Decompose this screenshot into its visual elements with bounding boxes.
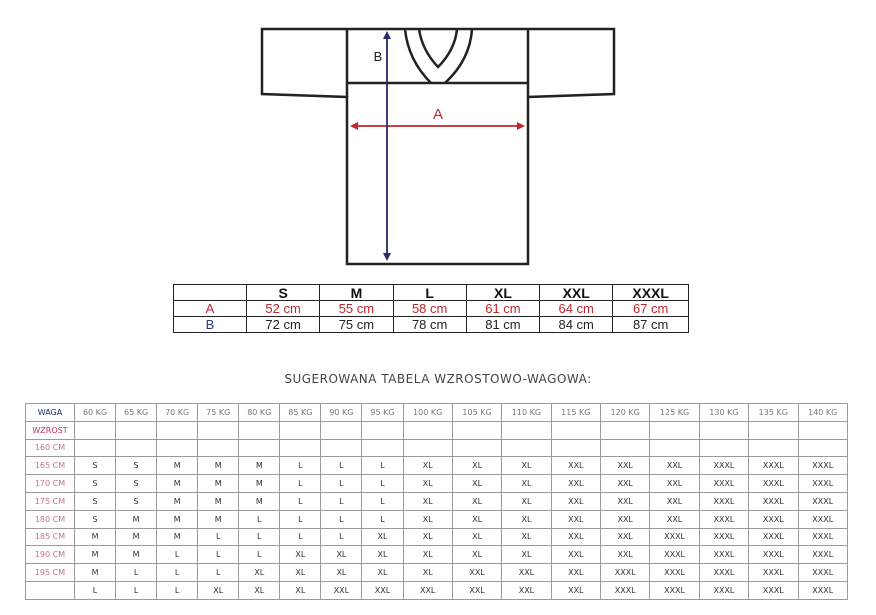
size-cell: XXXL — [650, 528, 699, 546]
size-cell: XL — [452, 492, 501, 510]
size-cell: S — [116, 475, 157, 493]
size-cell: XXL — [551, 492, 600, 510]
weight-header-cell: 130 KG — [699, 404, 748, 422]
weight-header-row — [26, 404, 848, 422]
measure-a — [350, 106, 525, 130]
size-cell: XXXL — [798, 457, 848, 475]
empty-cell — [699, 421, 748, 439]
size-cell: L — [198, 546, 239, 564]
size-cell: XXXL — [749, 546, 798, 564]
size-cell: XXXL — [699, 475, 748, 493]
size-cell: XXL — [551, 581, 600, 599]
weight-header-cell: 60 KG — [75, 404, 116, 422]
size-cell: XXXL — [798, 475, 848, 493]
size-cell: M — [239, 475, 280, 493]
empty-cell — [116, 421, 157, 439]
size-cell: XL — [321, 546, 362, 564]
dims-header-cell: S — [247, 285, 320, 301]
empty-cell — [650, 421, 699, 439]
weight-header-cell: 80 KG — [239, 404, 280, 422]
size-cell: XL — [502, 475, 551, 493]
size-row — [26, 581, 848, 599]
size-cell: XXXL — [601, 581, 650, 599]
empty-cell — [75, 421, 116, 439]
size-cell: XXXL — [798, 528, 848, 546]
size-cell: XXXL — [749, 492, 798, 510]
size-cell: XXL — [601, 510, 650, 528]
size-cell: M — [157, 510, 198, 528]
dims-header-cell: XXXL — [613, 285, 689, 301]
size-cell: XL — [362, 564, 403, 582]
size-cell: XL — [502, 492, 551, 510]
size-cell — [198, 439, 239, 457]
size-cell: L — [321, 492, 362, 510]
dims-header-cell: XL — [466, 285, 539, 301]
size-cell: XXXL — [749, 510, 798, 528]
size-cell: XXXL — [798, 546, 848, 564]
dims-cell: 72 cm — [247, 317, 320, 333]
empty-cell — [551, 421, 600, 439]
corner-label: WAGA — [26, 404, 75, 422]
size-cell: M — [116, 546, 157, 564]
size-cell — [798, 439, 848, 457]
size-chart-table — [25, 403, 848, 600]
size-cell: L — [362, 492, 403, 510]
dims-cell: 87 cm — [613, 317, 689, 333]
height-label: 175 CM — [26, 492, 75, 510]
dims-row-b — [174, 317, 689, 333]
size-cell: S — [75, 492, 116, 510]
size-cell — [403, 439, 452, 457]
size-cell: XXXL — [699, 492, 748, 510]
size-cell: XL — [239, 581, 280, 599]
size-cell: L — [75, 581, 116, 599]
empty-cell — [321, 421, 362, 439]
shirt-diagram — [0, 0, 876, 280]
empty-cell — [798, 421, 848, 439]
size-cell: L — [116, 581, 157, 599]
size-cell: L — [362, 510, 403, 528]
weight-header-cell: 115 KG — [551, 404, 600, 422]
size-cell: XXL — [551, 510, 600, 528]
size-cell: XL — [403, 457, 452, 475]
size-cell: L — [198, 528, 239, 546]
row-label: B — [174, 317, 247, 333]
size-cell: XXXL — [749, 475, 798, 493]
weight-header-cell: 105 KG — [452, 404, 501, 422]
size-cell: L — [239, 528, 280, 546]
weight-header-cell: 135 KG — [749, 404, 798, 422]
size-row — [26, 564, 848, 582]
dims-cell: 67 cm — [613, 301, 689, 317]
size-cell — [75, 439, 116, 457]
size-cell: XL — [452, 475, 501, 493]
size-cell: XL — [502, 510, 551, 528]
size-cell: XL — [280, 581, 321, 599]
size-cell: XL — [452, 510, 501, 528]
size-cell — [551, 439, 600, 457]
size-cell: XXL — [403, 581, 452, 599]
size-cell: XL — [452, 528, 501, 546]
size-cell: XXXL — [699, 510, 748, 528]
dims-header-cell — [174, 285, 247, 301]
size-cell: XL — [198, 581, 239, 599]
size-cell: S — [75, 457, 116, 475]
size-cell: M — [157, 492, 198, 510]
size-cell: XXL — [452, 564, 501, 582]
size-cell — [601, 439, 650, 457]
size-cell: XL — [239, 564, 280, 582]
size-cell: XXXL — [749, 528, 798, 546]
size-cell: XXXL — [699, 581, 748, 599]
dims-header-cell: L — [393, 285, 466, 301]
size-cell: L — [157, 581, 198, 599]
size-cell: M — [157, 475, 198, 493]
dims-row-a — [174, 301, 689, 317]
size-row — [26, 457, 848, 475]
size-cell: XL — [280, 546, 321, 564]
size-cell: XXL — [650, 510, 699, 528]
size-cell: M — [198, 510, 239, 528]
size-cell: M — [116, 528, 157, 546]
size-cell — [452, 439, 501, 457]
size-cell: XL — [321, 564, 362, 582]
size-cell — [321, 439, 362, 457]
dims-cell: 64 cm — [540, 301, 613, 317]
size-cell: L — [116, 564, 157, 582]
size-chart-title: SUGEROWANA TABELA WZROSTOWO-WAGOWA: — [284, 372, 592, 386]
size-cell: S — [75, 510, 116, 528]
size-cell: XXXL — [650, 564, 699, 582]
size-cell: M — [75, 528, 116, 546]
size-cell: XL — [362, 546, 403, 564]
size-cell: XXL — [601, 492, 650, 510]
size-cell: S — [116, 457, 157, 475]
dims-cell: 61 cm — [466, 301, 539, 317]
size-cell: XXL — [502, 581, 551, 599]
size-cell: M — [116, 510, 157, 528]
height-header-row — [26, 421, 848, 439]
weight-header-cell: 120 KG — [601, 404, 650, 422]
weight-header-cell: 95 KG — [362, 404, 403, 422]
dims-cell: 81 cm — [466, 317, 539, 333]
row-label: A — [174, 301, 247, 317]
dims-cell: 58 cm — [393, 301, 466, 317]
size-cell: XXXL — [699, 564, 748, 582]
size-cell — [749, 439, 798, 457]
size-cell: XXXL — [798, 492, 848, 510]
size-cell: XXXL — [699, 546, 748, 564]
size-cell: L — [280, 457, 321, 475]
label-a: A — [432, 106, 444, 123]
size-cell: XL — [403, 475, 452, 493]
size-cell: XL — [502, 528, 551, 546]
empty-cell — [601, 421, 650, 439]
size-cell: L — [280, 528, 321, 546]
height-label — [26, 581, 75, 599]
size-cell: XXXL — [699, 528, 748, 546]
size-cell: XXL — [551, 475, 600, 493]
size-cell: XXXL — [601, 564, 650, 582]
size-cell: L — [321, 475, 362, 493]
empty-cell — [198, 421, 239, 439]
empty-cell — [403, 421, 452, 439]
dims-header-cell: M — [320, 285, 393, 301]
size-row — [26, 546, 848, 564]
size-cell: XXL — [650, 475, 699, 493]
size-cell: XXXL — [749, 581, 798, 599]
size-cell: XL — [403, 510, 452, 528]
empty-cell — [749, 421, 798, 439]
size-cell: M — [75, 564, 116, 582]
measure-b — [374, 31, 391, 261]
height-label: 190 CM — [26, 546, 75, 564]
dimensions-table — [173, 284, 689, 333]
size-cell: XXXL — [749, 457, 798, 475]
weight-header-cell: 75 KG — [198, 404, 239, 422]
size-cell: M — [239, 492, 280, 510]
empty-cell — [362, 421, 403, 439]
size-cell: XXL — [551, 564, 600, 582]
size-cell — [280, 439, 321, 457]
empty-cell — [452, 421, 501, 439]
dims-header-cell: XXL — [540, 285, 613, 301]
size-cell — [699, 439, 748, 457]
size-cell: L — [321, 528, 362, 546]
dims-cell: 52 cm — [247, 301, 320, 317]
size-cell: XL — [502, 546, 551, 564]
weight-header-cell: 125 KG — [650, 404, 699, 422]
size-cell: S — [75, 475, 116, 493]
size-cell: XXL — [601, 475, 650, 493]
height-label: 165 CM — [26, 457, 75, 475]
size-row — [26, 475, 848, 493]
size-cell: XXL — [551, 546, 600, 564]
size-cell: L — [362, 457, 403, 475]
size-cell: XXL — [601, 528, 650, 546]
size-row — [26, 492, 848, 510]
size-cell: S — [116, 492, 157, 510]
size-cell: L — [362, 475, 403, 493]
size-cell: XL — [452, 546, 501, 564]
size-cell — [239, 439, 280, 457]
size-cell: XXXL — [650, 546, 699, 564]
size-cell: XXL — [551, 457, 600, 475]
size-cell: L — [280, 475, 321, 493]
size-cell: XL — [403, 564, 452, 582]
shirt-outline — [262, 29, 614, 264]
size-cell: XXL — [650, 492, 699, 510]
size-cell: M — [198, 457, 239, 475]
weight-header-cell: 85 KG — [280, 404, 321, 422]
size-cell: XXXL — [798, 581, 848, 599]
size-row — [26, 528, 848, 546]
size-cell: L — [239, 546, 280, 564]
size-cell: XXL — [502, 564, 551, 582]
size-cell: M — [75, 546, 116, 564]
size-cell: XL — [502, 457, 551, 475]
size-cell: M — [157, 457, 198, 475]
empty-cell — [157, 421, 198, 439]
size-cell: L — [321, 457, 362, 475]
empty-cell — [280, 421, 321, 439]
weight-header-cell: 70 KG — [157, 404, 198, 422]
size-cell: XXXL — [798, 564, 848, 582]
size-cell: XL — [280, 564, 321, 582]
height-label: 160 CM — [26, 439, 75, 457]
size-cell: L — [157, 564, 198, 582]
size-cell: XXXL — [798, 510, 848, 528]
size-cell: L — [280, 510, 321, 528]
size-cell: XXXL — [749, 564, 798, 582]
height-label: 170 CM — [26, 475, 75, 493]
height-label: 180 CM — [26, 510, 75, 528]
size-cell: XXL — [362, 581, 403, 599]
empty-cell — [239, 421, 280, 439]
collar-outer — [405, 29, 472, 83]
size-cell: XXL — [321, 581, 362, 599]
weight-header-cell: 90 KG — [321, 404, 362, 422]
height-label: 195 CM — [26, 564, 75, 582]
dims-header-row — [174, 285, 689, 301]
row-header-label: WZROST — [26, 421, 75, 439]
weight-header-cell: 100 KG — [403, 404, 452, 422]
size-row — [26, 510, 848, 528]
size-cell — [157, 439, 198, 457]
size-cell: L — [239, 510, 280, 528]
size-cell: XXXL — [699, 457, 748, 475]
size-cell — [650, 439, 699, 457]
dims-cell: 78 cm — [393, 317, 466, 333]
size-cell: XXL — [452, 581, 501, 599]
height-label: 185 CM — [26, 528, 75, 546]
size-cell: XXL — [601, 457, 650, 475]
size-cell: L — [280, 492, 321, 510]
dims-cell: 55 cm — [320, 301, 393, 317]
weight-header-cell: 110 KG — [502, 404, 551, 422]
size-cell: M — [198, 492, 239, 510]
size-cell: XL — [403, 528, 452, 546]
size-cell: M — [157, 528, 198, 546]
size-cell: XL — [403, 546, 452, 564]
size-cell: XL — [403, 492, 452, 510]
empty-cell — [502, 421, 551, 439]
weight-header-cell: 140 KG — [798, 404, 848, 422]
dims-cell: 84 cm — [540, 317, 613, 333]
size-cell: L — [321, 510, 362, 528]
size-cell: M — [198, 475, 239, 493]
size-cell — [116, 439, 157, 457]
size-cell: XL — [452, 457, 501, 475]
size-cell: L — [157, 546, 198, 564]
size-row — [26, 439, 848, 457]
size-cell: XXL — [551, 528, 600, 546]
size-cell: XL — [362, 528, 403, 546]
dims-cell: 75 cm — [320, 317, 393, 333]
size-cell: XXXL — [650, 581, 699, 599]
size-cell — [502, 439, 551, 457]
size-cell: L — [198, 564, 239, 582]
size-cell: XXL — [601, 546, 650, 564]
weight-header-cell: 65 KG — [116, 404, 157, 422]
size-cell: XXL — [650, 457, 699, 475]
size-cell — [362, 439, 403, 457]
collar-inner — [419, 29, 457, 67]
size-cell: M — [239, 457, 280, 475]
label-b: B — [373, 49, 383, 64]
